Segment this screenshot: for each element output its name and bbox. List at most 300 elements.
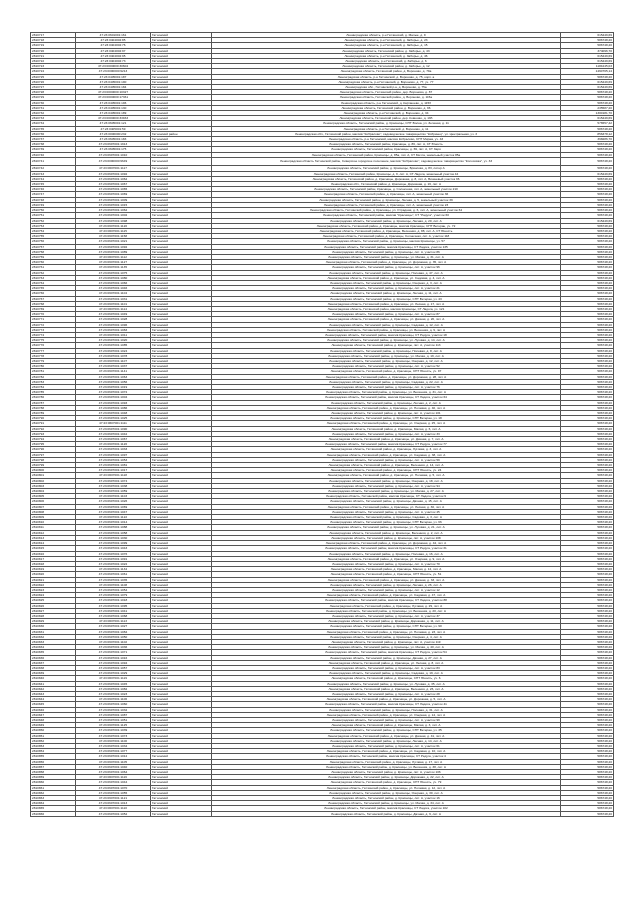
- cadastral-value-cell: 586748,20: [561, 707, 614, 712]
- district-cell: Гатчинский: [151, 681, 212, 686]
- row-number-cell: 2810722: [31, 59, 76, 64]
- address-cell: Ленинградская область, Гатчинский район, д. Красницы, Весенняя, д. 14, лит. А: [212, 463, 561, 468]
- row-number-cell: 2810732: [31, 111, 76, 116]
- address-cell: Ленинградская область, Гатчинский район, д. Красницы, Полевая, д. 8, лит. А: [212, 348, 561, 353]
- cadastral-value-cell: 586748,20: [561, 244, 614, 249]
- district-cell: Гатчинский: [151, 541, 212, 546]
- row-number-cell: 2810784: [31, 385, 76, 390]
- district-cell: Гатчинский: [151, 546, 212, 551]
- district-cell: Гатчинский: [151, 157, 212, 166]
- district-cell: Гатчинский: [151, 463, 212, 468]
- cadastral-number-cell: 47:23:0607001:1100: [76, 738, 151, 743]
- district-cell: Гатчинский: [151, 301, 212, 306]
- cadastral-number-cell: 47:23:0607001:1091: [76, 556, 151, 561]
- address-cell: Ленинградская область, Гатчинский район, д. Красницы, ул. Дорожная, д. 35, лит. А: [212, 260, 561, 265]
- address-cell: Ленинградская область, Гатчинский район, д. Красницы, ул. Озерная, д. 25, лит. А: [212, 421, 561, 426]
- cadastral-number-cell: 47:23:0607001:1083: [76, 327, 151, 332]
- row-number-cell: 2810723: [31, 64, 76, 69]
- district-cell: Гатчинский: [151, 416, 212, 421]
- cadastral-number-cell: 47:23:0607001:1004: [76, 395, 151, 400]
- cadastral-value-cell: 586748,20: [561, 780, 614, 785]
- address-cell: Ленинградская область, Гатчинский район, д. Красницы, лит. А, участок 119: [212, 639, 561, 644]
- district-cell: Гатчинский: [151, 613, 212, 618]
- row-number-cell: 2810768: [31, 301, 76, 306]
- row-number-cell: 2810761: [31, 265, 76, 270]
- district-cell: Гатчинский: [151, 85, 212, 90]
- address-cell: Ленинградская область, Гатчинский район, д. Красницы, Солнечная, лит. А, участок 118: [212, 234, 561, 239]
- row-number-cell: 2810773: [31, 327, 76, 332]
- address-cell: Ленинградская область, Гатчинский район, д. Красницы, ул. Отрадная, д. 6, лит. А, земельный участок 64: [212, 208, 561, 213]
- row-number-cell: 2810763: [31, 275, 76, 280]
- row-number-cell: 2810855: [31, 754, 76, 759]
- cadastral-value-cell: 586748,20: [561, 187, 614, 192]
- cadastral-number-cell: 47:23:0607001:1063: [76, 374, 151, 379]
- row-number-cell: 2810780: [31, 364, 76, 369]
- row-number-cell: 2810858: [31, 770, 76, 775]
- district-cell: Гатчинский: [151, 655, 212, 660]
- cadastral-number-cell: 47:23:0607001:1085: [76, 343, 151, 348]
- row-number-cell: 2810804: [31, 489, 76, 494]
- cadastral-value-cell: 586748,20: [561, 499, 614, 504]
- cadastral-number-cell: 47:23:0607001:1094: [76, 660, 151, 665]
- district-cell: Гатчинский: [151, 785, 212, 790]
- cadastral-value-cell: 586748,20: [561, 192, 614, 197]
- cadastral-number-cell: 47:23:0607001:1075: [76, 270, 151, 275]
- district-cell: Гатчинский: [151, 317, 212, 322]
- cadastral-number-cell: 47:23:0607001:1095: [76, 603, 151, 608]
- row-number-cell: 2810736: [31, 131, 76, 136]
- cadastral-number-cell: 47:23:0605001:183: [76, 137, 151, 142]
- cadastral-number-cell: 47:23:0607001:1107: [76, 358, 151, 363]
- cadastral-number-cell: 47:23:0607001:1103: [76, 494, 151, 499]
- row-number-cell: 2810793: [31, 431, 76, 436]
- district-cell: Гатчинский: [151, 213, 212, 218]
- address-cell: Ленинградская область, Гатчинский район, д. Красницы, Весенняя, д. 88, лит. А, СТ Юность: [212, 228, 561, 233]
- address-cell: Ленинградская область, Гатчинский район, д. Красницы, лит. А, участок 96: [212, 265, 561, 270]
- row-number-cell: 2810842: [31, 686, 76, 691]
- row-number-cell: 2810823: [31, 587, 76, 592]
- address-cell: Ленинградская область, Гатчинский район, Красницы, д. 86, лит. А, СТ Юность: [212, 142, 561, 147]
- row-number-cell: 2810759: [31, 254, 76, 259]
- cadastral-number-cell: 47:23:0607001:1045: [76, 681, 151, 686]
- cadastral-value-cell: 586748,20: [561, 332, 614, 337]
- address-cell: Ленинградская область, Гатчинский район, д. Красницы, Озерная, д. 18, лит. А: [212, 478, 561, 483]
- address-cell: Ленинградская область, Гатчинский район, д. Вороново, д. 96: [212, 105, 561, 110]
- address-cell: Ленинградская область, Гатчинский район, массив Красницы, СТ Радуга, участок 31: [212, 546, 561, 551]
- address-cell: Ленинградская область, Гатчинский район, д. Красницы, ул. Лесная, д. 30, лит. А: [212, 504, 561, 509]
- cadastral-value-cell: 586748,20: [561, 494, 614, 499]
- cadastral-value-cell: 586748,20: [561, 182, 614, 187]
- cadastral-value-cell: 586748,20: [561, 457, 614, 462]
- district-cell: Гатчинский: [151, 582, 212, 587]
- cadastral-value-cell: 586748,20: [561, 790, 614, 795]
- cadastral-value-cell: 586748,20: [561, 639, 614, 644]
- row-number-cell: 2810834: [31, 645, 76, 650]
- cadastral-number-cell: 47:23:0607001:1035: [76, 577, 151, 582]
- cadastral-number-cell: 47:23:0607001:1021: [76, 239, 151, 244]
- row-number-cell: 2810854: [31, 749, 76, 754]
- row-number-cell: 2810827: [31, 608, 76, 613]
- address-cell: Ленинградская область, Гатчинский район, массив Красницы, СТ Радуга, участок 18: [212, 332, 561, 337]
- cadastral-number-cell: 47:23:0404002:97: [76, 48, 151, 53]
- district-cell: Гатчинский: [151, 624, 212, 629]
- row-number-cell: 2810795: [31, 442, 76, 447]
- cadastral-number-cell: 47:23:0607001:1011: [76, 332, 151, 337]
- district-cell: Гатчинский: [151, 603, 212, 608]
- district-cell: Гатчинский: [151, 239, 212, 244]
- address-cell: Ленинградская обл., Гатчинский р-н, д. Вороново, д. 75а: [212, 85, 561, 90]
- district-cell: Гатчинский: [151, 671, 212, 676]
- cadastral-number-cell: 47:23:0607001:1053: [76, 457, 151, 462]
- row-number-cell: 2810860: [31, 780, 76, 785]
- cadastral-value-cell: 586748,20: [561, 603, 614, 608]
- row-number-cell: 2810733: [31, 116, 76, 121]
- row-number-cell: 2810758: [31, 249, 76, 254]
- cadastral-number-cell: 47:23:0000000:30604: [76, 64, 151, 69]
- address-cell: Ленинградская область, Гатчинский район, д. Красницы, Лесная, д. 26, лит. А: [212, 582, 561, 587]
- cadastral-value-cell: 586748,20: [561, 317, 614, 322]
- row-number-cell: 2810748: [31, 197, 76, 202]
- address-cell: Ленинградская обл., Гатчинский район, д. Красницы, Дорожная, д. 16, лит. А: [212, 182, 561, 187]
- district-cell: Гатчинский: [151, 74, 212, 79]
- address-cell: Ленинградская область, Гатчинский район, д. Красницы, Дачная, д. 9, лит. А: [212, 811, 561, 816]
- cadastral-number-cell: 47:23:0607001:1141: [76, 369, 151, 374]
- address-cell: Ленинградская область, Гатчинский район, д. Красницы, ул. Полевая, д. 40, лит. А: [212, 405, 561, 410]
- district-cell: Гатчинский: [151, 286, 212, 291]
- row-number-cell: 2810755: [31, 234, 76, 239]
- district-cell: Гатчинский: [151, 249, 212, 254]
- cadastral-value-cell: 586748,20: [561, 483, 614, 488]
- row-number-cell: 2810797: [31, 452, 76, 457]
- row-number-cell: 2810753: [31, 223, 76, 228]
- cadastral-number-cell: 47:23:0405001:189: [76, 111, 151, 116]
- cadastral-value-cell: 586748,20: [561, 567, 614, 572]
- district-cell: Гатчинский: [151, 712, 212, 717]
- cadastral-value-cell: 586748,20: [561, 301, 614, 306]
- district-cell: Гатчинский: [151, 353, 212, 358]
- cadastral-number-cell: 47:23:0607001:1040: [76, 764, 151, 769]
- address-cell: Ленинградская область, Гатчинский район, массив Красницы, СТ Радуга, участок 54: [212, 650, 561, 655]
- address-cell: Ленинградская область, Гатчинский район, д. Красницы, Луговая, д. 17, лит. А: [212, 759, 561, 764]
- district-cell: Гатчинский: [151, 686, 212, 691]
- district-cell: Гатчинский: [151, 192, 212, 197]
- cadastral-value-cell: 586748,20: [561, 270, 614, 275]
- district-cell: Гатчинский: [151, 660, 212, 665]
- row-number-cell: 2810852: [31, 738, 76, 743]
- cadastral-value-cell: 586748,20: [561, 718, 614, 723]
- cadastral-value-cell: 586748,20: [561, 697, 614, 702]
- row-number-cell: 2810799: [31, 463, 76, 468]
- row-number-cell: 2810806: [31, 499, 76, 504]
- cadastral-value-cell: 586748,20: [561, 525, 614, 530]
- district-cell: Гатчинский: [151, 244, 212, 249]
- district-cell: Гатчинский: [151, 707, 212, 712]
- row-number-cell: 2810743: [31, 171, 76, 176]
- address-cell: Ленинградская область, Гатчинский район, д. Красницы, ул. Дачная, д. 7, лит. А: [212, 437, 561, 442]
- address-cell: Ленинградская область, Гатчинский район, д. Красницы, Полевая, д. 16, лит. А: [212, 551, 561, 556]
- cadastral-value-cell: 586748,20: [561, 655, 614, 660]
- cadastral-value-cell: 586748,20: [561, 785, 614, 790]
- address-cell: Ленинградская область, Гатчинский район, массив Красницы, СТ Ладога, участок 88: [212, 598, 561, 603]
- address-cell: Ленинградская область, Гатчинский район, д. Красницы, СНТ Ветеран, уч. 35: [212, 728, 561, 733]
- row-number-cell: 2810811: [31, 525, 76, 530]
- cadastral-value-cell: 586748,20: [561, 546, 614, 551]
- district-cell: Гатчинский: [151, 137, 212, 142]
- cadastral-value-cell: 586748,20: [561, 593, 614, 598]
- cadastral-value-cell: 586748,20: [561, 629, 614, 634]
- cadastral-number-cell: 47:23:0607001:1913: [76, 142, 151, 147]
- cadastral-number-cell: 47:23:0404002:85: [76, 38, 151, 43]
- address-cell: Ленинградская область, Гатчинский район, д. Красницы, ул. Садовая, д. 4, лит. А: [212, 275, 561, 280]
- row-number-cell: 2810741: [31, 157, 76, 166]
- cadastral-value-cell: 586748,20: [561, 431, 614, 436]
- district-cell: Гатчинский: [151, 265, 212, 270]
- address-cell: Ленинградская область, Гатчинский район, д. Красницы, ул. Малая, д. 27, лит. А: [212, 489, 561, 494]
- cadastral-number-cell: 47:23:0607001:1062: [76, 176, 151, 181]
- cadastral-value-cell: 586748,20: [561, 691, 614, 696]
- address-cell: Ленинградская область, Гатчинский район, д. Красницы, лит. А, участок 33: [212, 431, 561, 436]
- district-cell: Гатчинский: [151, 504, 212, 509]
- address-cell: Ленинградская область, Гатчинский район, д. Красницы, ул. Весенняя, д. 38, лит. А: [212, 764, 561, 769]
- row-number-cell: 2810848: [31, 718, 76, 723]
- cadastral-number-cell: 47:23:0607001:1030: [76, 535, 151, 540]
- district-cell: Гатчинский: [151, 405, 212, 410]
- row-number-cell: 2810802: [31, 478, 76, 483]
- address-cell: Ленинградская область, Гатчинский район, д. Красницы, ул. Весенняя, д. 20, лит. А: [212, 608, 561, 613]
- district-cell: Гатчинский: [151, 275, 212, 280]
- address-cell: Ленинградская область, Гатчинский район, д. Красницы, Лесная, д. 20, лит. А: [212, 218, 561, 223]
- district-cell: Гатчинский: [151, 312, 212, 317]
- address-cell: Ленинградская область, Гатчинский район, д. Заборье, д. 12: [212, 64, 561, 69]
- row-number-cell: 2810841: [31, 681, 76, 686]
- row-number-cell: 2810792: [31, 426, 76, 431]
- district-cell: Гатчинский: [151, 520, 212, 525]
- address-cell: Ленинградская область, Гатчинский район, д. Красницы, СНТ Юность, уч. 51: [212, 572, 561, 577]
- cadastral-number-cell: 47:23:0607001:1093: [76, 400, 151, 405]
- address-cell: Ленинградская область, Гатчинский район, д. Красницы, ул. Дачная, д. 20, лит. А: [212, 317, 561, 322]
- cadastral-value-cell: 586748,20: [561, 400, 614, 405]
- address-cell: Ленинградская область, Гатчинский район, д. Красницы, лит. А, участок 70: [212, 561, 561, 566]
- address-cell: Ленинградская область, Гатчинский район, д. Красницы, Брянская, д. 83, литер А: [212, 166, 561, 171]
- row-number-cell: 2810820: [31, 572, 76, 577]
- row-number-cell: 2810738: [31, 142, 76, 147]
- cadastral-number-cell: 47:23:0607001:1022: [76, 561, 151, 566]
- cadastral-value-cell: 586748,20: [561, 551, 614, 556]
- cadastral-number-cell: 47:23:0607001:1062: [76, 208, 151, 213]
- row-number-cell: 2810777: [31, 348, 76, 353]
- cadastral-value-cell: 586748,20: [561, 676, 614, 681]
- cadastral-value-cell: 586748,20: [561, 770, 614, 775]
- cadastral-value-cell: 586748,20: [561, 405, 614, 410]
- district-cell: Гатчинский: [151, 593, 212, 598]
- row-number-cell: 2810844: [31, 697, 76, 702]
- cadastral-number-cell: 47:23:0607001:1059: [76, 489, 151, 494]
- cadastral-number-cell: 47:23:0605001:121: [76, 121, 151, 126]
- address-cell: Ленинградская область, Гатчинский район, массив Красницы, СТ Ладога, участок 41: [212, 702, 561, 707]
- row-number-cell: 2810861: [31, 785, 76, 790]
- row-number-cell: 2810787: [31, 400, 76, 405]
- cadastral-value-cell: 586748,20: [561, 306, 614, 311]
- district-cell: Гатчинский: [151, 780, 212, 785]
- cadastral-number-cell: 47:23:0607001:1043: [76, 546, 151, 551]
- cadastral-number-cell: 47:23:0000000:17361: [76, 95, 151, 100]
- district-cell: Гатчинский: [151, 187, 212, 192]
- district-cell: Гатчинский: [151, 754, 212, 759]
- cadastral-value-cell: 586748,20: [561, 733, 614, 738]
- cadastral-value-cell: 586748,20: [561, 452, 614, 457]
- cadastral-value-cell: 586748,20: [561, 572, 614, 577]
- cadastral-value-cell: 586748,20: [561, 322, 614, 327]
- table-body: [31, 33, 614, 817]
- cadastral-number-cell: 47:23:0607001:1048: [76, 411, 151, 416]
- row-number-cell: 2810739: [31, 147, 76, 152]
- cadastral-number-cell: 47:23:0607001:1080: [76, 275, 151, 280]
- cadastral-value-cell: 586748,20: [561, 801, 614, 806]
- row-number-cell: 2810757: [31, 244, 76, 249]
- district-cell: Гатчинский: [151, 530, 212, 535]
- address-cell: Ленинградская область, Гатчинский район, д. Красницы, СНТ Ветеран, уч. 43: [212, 296, 561, 301]
- district-cell: Гатчинский: [151, 447, 212, 452]
- cadastral-value-cell: 586748,20: [561, 239, 614, 244]
- row-number-cell: 2810718: [31, 38, 76, 43]
- row-number-cell: 2810720: [31, 48, 76, 53]
- address-cell: Ленинградская область, Гатчинский район, д. Красницы, ул. Малая, д. 34, лит. А: [212, 801, 561, 806]
- row-number-cell: 2810831: [31, 629, 76, 634]
- cadastral-value-cell: 615449,69: [561, 59, 614, 64]
- cadastral-number-cell: 47:23:0607001:1020: [76, 338, 151, 343]
- cadastral-number-cell: 47:23:0405001:59: [76, 126, 151, 131]
- cadastral-value-cell: 1300181,70: [561, 111, 614, 116]
- cadastral-number-cell: 47:23:0607001:1096: [76, 322, 151, 327]
- address-cell: Ленинградская область, Гатчинский район, д. Красницы, ул. Полевая, д. 23, лит. А: [212, 629, 561, 634]
- cadastral-value-cell: 586748,20: [561, 234, 614, 239]
- row-number-cell: 2810791: [31, 421, 76, 426]
- cadastral-number-cell: 47:23:0607001:1044: [76, 780, 151, 785]
- cadastral-value-cell: 586748,20: [561, 166, 614, 171]
- row-number-cell: 2810845: [31, 702, 76, 707]
- address-cell: Ленинградская область, Гатчинский район, д. Красницы, лит. А, участок 94: [212, 483, 561, 488]
- district-cell: Гатчинский: [151, 332, 212, 337]
- cadastral-number-cell: 47:23:0607001:1028: [76, 317, 151, 322]
- cadastral-value-cell: 586748,20: [561, 468, 614, 473]
- address-cell: Ленинградская область, Гатчинский район, д. Красницы, лит. А, участок 12: [212, 587, 561, 592]
- cadastral-number-cell: 47:23:0405001:187: [76, 74, 151, 79]
- cadastral-number-cell: 47:23:0607001:1105: [76, 759, 151, 764]
- row-number-cell: 2810837: [31, 660, 76, 665]
- row-number-cell: 2810859: [31, 775, 76, 780]
- row-number-cell: 2810808: [31, 509, 76, 514]
- address-cell: Ленинградская область, Гатчинский район, д. Красницы, Весенняя, д. 26, лит. А: [212, 686, 561, 691]
- cadastral-value-cell: 586748,20: [561, 660, 614, 665]
- cadastral-number-cell: 47:23:0607001:1113: [76, 619, 151, 624]
- cadastral-number-cell: 47:23:0607001:1125: [76, 723, 151, 728]
- cadastral-value-cell: 586748,20: [561, 265, 614, 270]
- row-number-cell: 2810762: [31, 270, 76, 275]
- row-number-cell: 2810830: [31, 624, 76, 629]
- address-cell: Ленинградская область, Гатчинский район, массив Красницы, СТ Ладога, уч. 121: [212, 306, 561, 311]
- cadastral-number-cell: 47:23:0607001:1057: [76, 665, 151, 670]
- district-cell: Гатчинский: [151, 426, 212, 431]
- district-cell: Гатчинский: [151, 478, 212, 483]
- cadastral-value-cell: 586748,20: [561, 90, 614, 95]
- row-number-cell: 2810865: [31, 806, 76, 811]
- address-cell: Ленинградская область, Гатчинский район, д. Красницы, Озерная, д. 3, лит. А: [212, 280, 561, 285]
- cadastral-value-cell: 586748,20: [561, 202, 614, 207]
- district-cell: Гатчинский: [151, 166, 212, 171]
- row-number-cell: 2810752: [31, 218, 76, 223]
- row-number-cell: 2810731: [31, 105, 76, 110]
- address-cell: Ленинградская область, Гатчинский район, д. Вороново, д. 79а: [212, 69, 561, 74]
- district-cell: Гатчинский: [151, 556, 212, 561]
- cadastral-value-cell: 586748,20: [561, 686, 614, 691]
- address-cell: Ленинградская область, Гатчинский район, д. Красницы, Лесная, д. 14, лит. А: [212, 738, 561, 743]
- cadastral-number-cell: 47:23:0607001:1121: [76, 796, 151, 801]
- cadastral-number-cell: 47:23:0607001:1052: [76, 811, 151, 816]
- district-cell: Гатчинский: [151, 228, 212, 233]
- cadastral-value-cell: 586748,20: [561, 530, 614, 535]
- row-number-cell: 2810835: [31, 650, 76, 655]
- address-cell: Ленинградская область, Гатчинский район, д. Красницы, Дачная, д. 15, лит. А: [212, 499, 561, 504]
- address-cell: Ленинградская область, р-н Гатчинский, д. Карташево, д. 115б: [212, 100, 561, 105]
- address-cell: Ленинградская область, Гатчинский район, д. Красницы, ул. Садовая, д. 47, лит. А: [212, 593, 561, 598]
- address-cell: Ленинградская область, Гатчинский район, д. Красницы, Дорожная, д. 8, лит. А, Вишневый участок 96: [212, 176, 561, 181]
- cadastral-number-cell: 47:23:0000000:232: [76, 131, 151, 136]
- cadastral-number-cell: 47:23:0607001:1069: [76, 192, 151, 197]
- address-cell: Ленинградская область Гатчинский район, Сиверское городское поселение, массив "Кобралово", садоводческое товарищество "Колосовка", уч. 33: [212, 157, 561, 166]
- cadastral-value-cell: 586748,20: [561, 541, 614, 546]
- cadastral-number-cell: 47:23:0607001:1017: [76, 468, 151, 473]
- address-cell: Ленинградская область, Гатчинский район, д. Красницы, ул. Лесная, д. 8, лит. А: [212, 660, 561, 665]
- cadastral-value-cell: 398286,70: [561, 137, 614, 142]
- row-number-cell: 2810849: [31, 723, 76, 728]
- row-number-cell: 2810729: [31, 95, 76, 100]
- cadastral-value-cell: 586748,20: [561, 806, 614, 811]
- address-cell: Ленинградская область, Гатчинский район, Красницы, д. 69, лит. А, СТ Заря: [212, 147, 561, 152]
- district-cell: Гатчинский: [151, 322, 212, 327]
- cadastral-number-cell: 47:23:0607001:1064: [76, 770, 151, 775]
- district-cell: Гатчинский: [151, 598, 212, 603]
- address-cell: Ленинградская область, р-н Гатчинский, д. Заборье, д. 46: [212, 53, 561, 58]
- district-cell: Гатчинский: [151, 733, 212, 738]
- cadastral-number-cell: 47:23:0607001:1079: [76, 593, 151, 598]
- table-row: [31, 157, 614, 166]
- district-cell: Гатчинский: [151, 79, 212, 84]
- cadastral-value-cell: 586748,20: [561, 775, 614, 780]
- cadastral-number-cell: 47:23:0607001:1037: [76, 364, 151, 369]
- district-cell: Гатчинский: [151, 379, 212, 384]
- row-number-cell: 2810756: [31, 239, 76, 244]
- address-cell: Ленинградская область, р-н Гатчинский, д. Малые, д. 9: [212, 33, 561, 38]
- cadastral-number-cell: 47:23:0601001:161: [76, 33, 151, 38]
- cadastral-value-cell: 586748,20: [561, 463, 614, 468]
- cadastral-number-cell: 47:23:0607001:1090: [76, 426, 151, 431]
- district-cell: Гатчинский: [151, 489, 212, 494]
- district-cell: Гатчинский: [151, 452, 212, 457]
- cadastral-value-cell: 586748,20: [561, 421, 614, 426]
- district-cell: Гатчинский: [151, 176, 212, 181]
- row-number-cell: 2810813: [31, 535, 76, 540]
- cadastral-number-cell: 47:23:0607001:1082: [76, 686, 151, 691]
- cadastral-number-cell: 47:23:0607001:1127: [76, 260, 151, 265]
- address-cell: Ленинградская область, Гатчинский район, д. Красницы, лит. А, участок 101: [212, 411, 561, 416]
- address-cell: Ленинградская область, Гатчинский район, д. Красницы, массив Красницы, уч. 57: [212, 239, 561, 244]
- address-cell: Ленинградская область, р-н Гатчинский, массив Кобралово, СНТ Мираж, уч. 43: [212, 137, 561, 142]
- district-cell: Гатчинский: [151, 260, 212, 265]
- address-cell: Ленинградская область, Гатчинский район, д. Красницы, ул. Полевая, д. 12, лит. А: [212, 785, 561, 790]
- cadastral-number-cell: 47:23:0607001:1134: [76, 567, 151, 572]
- row-number-cell: 2810840: [31, 676, 76, 681]
- cadastral-number-cell: 47:23:0607001:1002: [76, 213, 151, 218]
